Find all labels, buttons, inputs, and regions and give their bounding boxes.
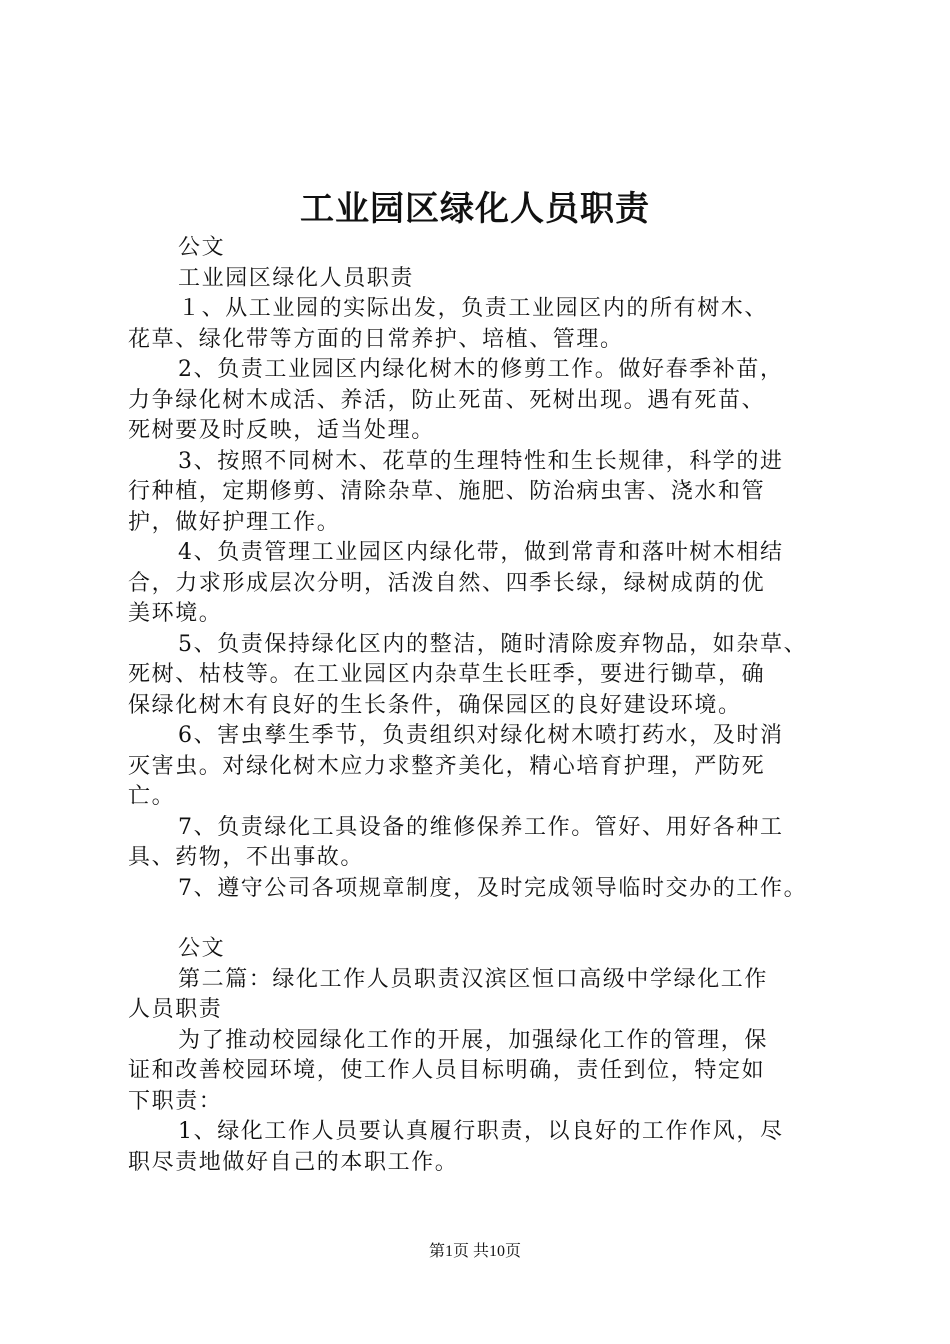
text-line: 花草、绿化带等方面的日常养护、培植、管理。 xyxy=(128,326,624,352)
text-line: 具、药物，不出事故。 xyxy=(128,845,365,870)
page-indicator: 第1页 共10页 xyxy=(428,1243,521,1260)
text-line: 行种植，定期修剪、清除杂草、施肥、防治病虫害、浇水和管 xyxy=(128,479,766,504)
text-line: 力争绿化树木成活、养活，防止死苗、死树出现。遇有死苗、 xyxy=(128,387,766,413)
text-line: 职尽责地做好自己的本职工作。 xyxy=(128,1149,459,1175)
text-line: 5、负责保持绿化区内的整洁，随时清除废弃物品，如杂草、 xyxy=(178,631,808,657)
text-line: 工业园区绿化人员职责 xyxy=(178,265,415,291)
text-line: 人员职责 xyxy=(128,997,223,1022)
text-line: 1、绿化工作人员要认真履行职责，以良好的工作作风，尽 xyxy=(178,1119,784,1144)
text-line: 死树要及时反映，适当处理。 xyxy=(128,418,435,443)
text-line: 证和改善校园环境，使工作人员目标明确，责任到位，特定如 xyxy=(128,1058,766,1083)
text-line: 下职责： xyxy=(128,1088,223,1114)
paragraph-gap xyxy=(128,904,840,934)
text-line: 死树、枯枝等。在工业园区内杂草生长旺季，要进行锄草，确 xyxy=(128,662,766,687)
text-line: １、从工业园的实际出发，负责工业园区内的所有树木、 xyxy=(178,296,769,321)
text-line: 6、害虫孳生季节，负责组织对绿化树木喷打药水，及时消 xyxy=(178,723,784,748)
text-line: 护，做好护理工作。 xyxy=(128,509,341,535)
text-line: 第二篇：绿化工作人员职责汉滨区恒口高级中学绿化工作 xyxy=(178,966,769,992)
text-line: 3、按照不同树木、花草的生理特性和生长规律，科学的进 xyxy=(178,448,784,474)
text-line: 灭害虫。对绿化树木应力求整齐美化，精心培育护理，严防死 xyxy=(128,753,766,779)
text-line: 为了推动校园绿化工作的开展，加强绿化工作的管理，保 xyxy=(178,1027,769,1053)
text-line: 公文 xyxy=(178,936,226,961)
document-body xyxy=(128,233,840,1178)
text-line: 亡。 xyxy=(128,784,176,809)
text-line: 7、负责绿化工具设备的维修保养工作。管好、用好各种工 xyxy=(178,814,784,840)
text-line: 公文 xyxy=(178,235,226,260)
text-line: 保绿化树木有良好的生长条件，确保园区的良好建设环境。 xyxy=(128,692,742,718)
text-line: 合，力求形成层次分明，活泼自然、四季长绿，绿树成荫的优 xyxy=(128,570,766,596)
text-line: 美环境。 xyxy=(128,601,223,626)
document-title: 工业园区绿化人员职责 xyxy=(300,189,650,229)
text-line: 2、负责工业园区内绿化树木的修剪工作。做好春季补苗， xyxy=(178,357,784,382)
text-line: 4、负责管理工业园区内绿化带，做到常青和落叶树木相结 xyxy=(178,540,784,565)
text-line: 7、遵守公司各项规章制度，及时完成领导临时交办的工作。 xyxy=(178,875,808,901)
